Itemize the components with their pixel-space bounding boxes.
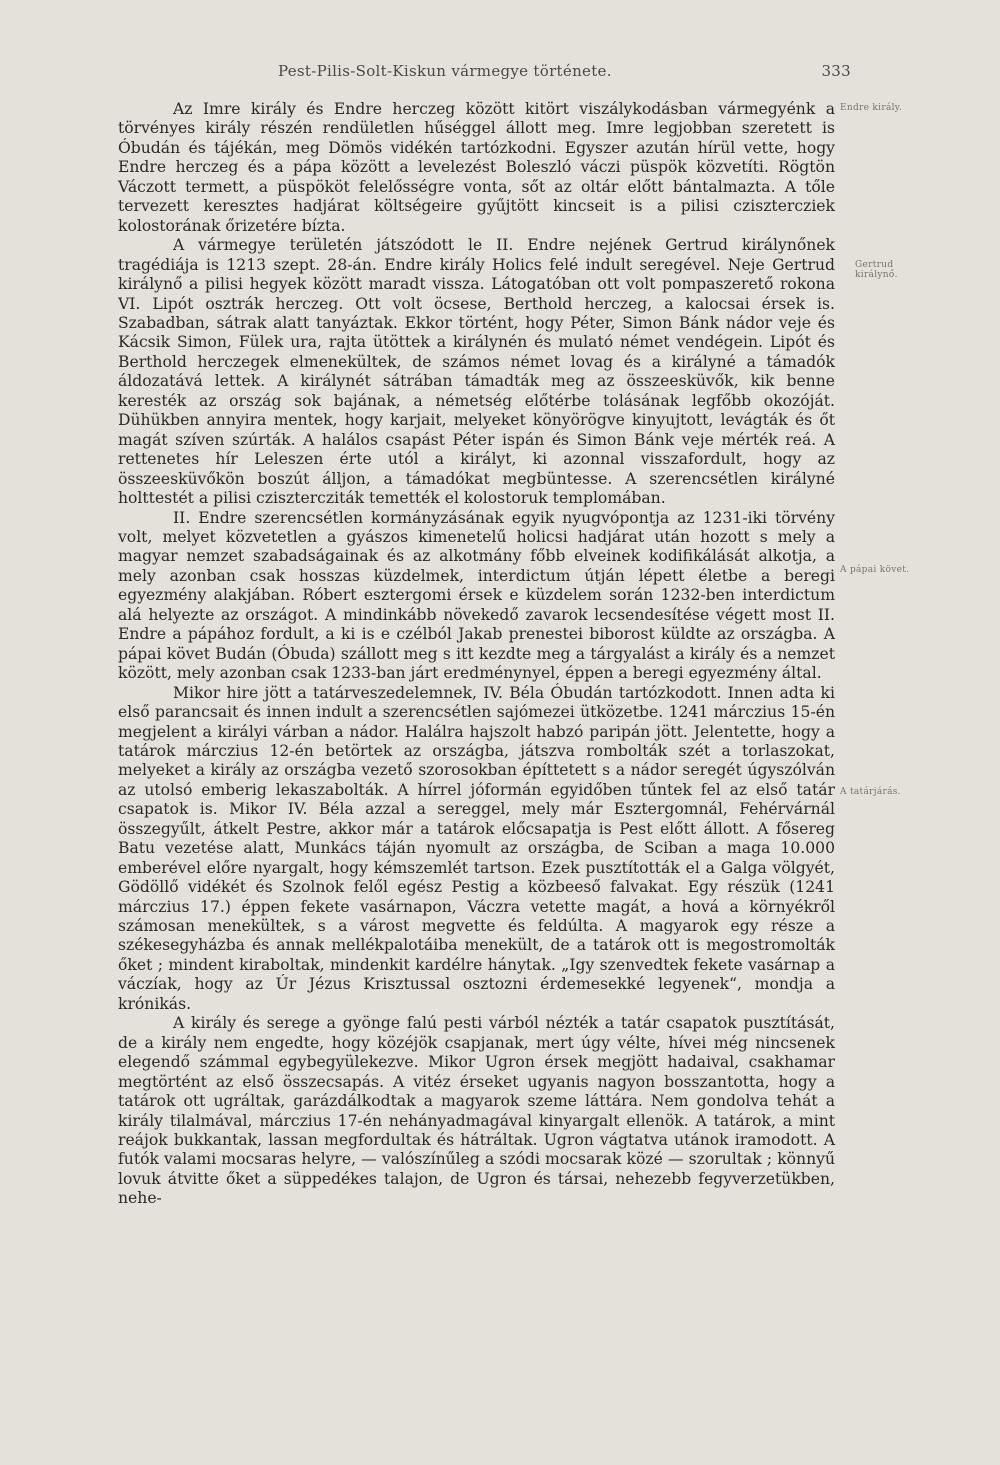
paragraph: Mikor hire jött a tatárveszedelemnek, IV. Béla Óbudán tartózkodott. Innen adta ki első parancsait és innen indult a szerencsétlen sajómezei ütközetbe. 1241 márczius 15-én megjelent a királyi várban a nádor. Halálra hajszolt habzó paripán jött. Jelentette, hogy a tatárok márczius 12-én betörtek az országba, játszva rombolták szét a torlaszokat, melyeket a király az országba vezető szorosokban építtetett s a nádor seregét úgyszólván az utolsó emberig lekaszabolták. A hírrel jóformán egyidőben tűntek fel az első tatár csapatok is. Mikor IV. Béla azzal a sereggel, mely már Esztergomnál, Fehérvárnál összegyűlt, átkelt Pestre, akkor már a tatárok előcsapatja is Pest előtt állott. A fősereg Batu vezetése alatt, Munkács táján nyomult az országba, de Sciban a maga 10.000 emberével előre nyargalt, hogy kémszemlét tartson. Ezek pusztították el a Galga völgyét, Gödöllő vidékét és Szolnok felől egész Pestig a közbeeső falvakat. Egy részük (1241 márczius 17.) éppen fekete vasárnapon, Váczra vetette magát, a hová a környékről számosan menekültek, s a várost megvette és feldúlta. A magyarok egy része a székesegyházba és annak mellékpalotáiba menekült, de a tatárok ott is megostromolták őket ; mindent kiraboltak, mindenkit kardélre hánytak. „Igy szenvedtek fekete vasárnap a váczíak, hogy az Úr Jézus Krisztussal osztozni érdemesekké legyenek“, mondja a krónikás. xyxy=(118,683,835,1013)
marginal-note: A tatárjárás. xyxy=(840,787,901,797)
page-header xyxy=(118,62,851,86)
body-text xyxy=(118,100,835,1209)
marginal-note: Gertrud királynő. xyxy=(855,260,898,280)
running-title: Pest-Pilis-Solt-Kiskun vármegye története. xyxy=(278,62,612,80)
paragraph: II. Endre szerencsétlen kormányzásának egyik nyugvópontja az 1231-iki törvény volt, melyet közvetetlen a gyászos kimenetelű holicsi hadjárat után hozott s mely a magyar nemzet szabadságainak és az alkotmány főbb elveinek kodifikálását alkotja, a mely azonban csak hosszas küzdelmek, interdictum útján lépett életbe a beregi egyezmény alakjában. Róbert esztergomi érsek e küzdelem során 1232-ben interdictum alá helyezte az országot. A mindinkább növekedő zavarok lecsendesítése végett most II. Endre a pápához fordult, a ki is e czélból Jakab prenestei biborost küldte az országba. A pápai követ Budán (Óbuda) szállott meg s itt kezdte meg a tárgyalást a király és a nemzet között, mely azonban csak 1233-ban járt eredménynyel, éppen a beregi egyezmény által. xyxy=(118,508,835,683)
paragraph: A király és serege a gyönge falú pesti várból nézték a tatár csapatok pusztítását, de a király nem engedte, hogy közéjök csapjanak, mert úgy vélte, hívei még nincsenek elegendő számmal egybegyülekezve. Mikor Ugron érsek megjött hadaival, csakhamar megtörtént az első összecsapás. A vitéz érseket ugyanis nagyon bosszantotta, hogy a tatárok ott ugráltak, garázdálkodtak a magyarok szeme láttára. Nem gondolva tehát a király tilalmával, márczius 17-én nehányadmagával kinyargalt ellenök. A tatárok, a mint reájok bukkantak, lassan megfordultak és hátráltak. Ugron vágtatva utánok iramodott. A futók valami mocsaras helyre, — valószínűleg a szódi mocsarak közé — szorultak ; könnyű lovuk átvitte őket a süppedékes talajon, de Ugron és társai, nehezebb fegyverzetükben, nehe- xyxy=(118,1014,835,1208)
marginal-note: A pápai követ. xyxy=(840,565,910,575)
paragraph: A vármegye területén játszódott le II. Endre nejének Gertrud királynőnek tragédiája is 1213 szept. 28-án. Endre király Holics felé indult seregével. Neje Gertrud királynő a pilisi hegyek között maradt vissza. Látogatóban ott volt pompaszerető rokona VI. Lipót osztrák herczeg. Ott volt öcsese, Berthold herczeg, a kalocsai érsek is. Szabadban, sátrak alatt tanyáztak. Ekkor történt, hogy Péter, Simon Bánk nádor veje és Kácsik Simon, Fülek ura, rajta ütöttek a királynén és mulató német vendégein. Lipót és Berthold herczegek elmenekültek, de számos német lovag és a királyné a támadók áldozatává lettek. A királynét sátrában támadták meg az összeesküvők, kik benne keresték az ország sok bajának, a németség előtérbe tolásának legfőbb okozóját. Dühükben annyira mentek, hogy karjait, melyeket könyörögve kinyujtott, levágták és őt magát szíven szúrták. A halálos csapást Péter ispán és Simon Bánk veje mérték reá. A rettenetes hír Leleszen érte utól a királyt, ki azonnal visszafordult, hogy az összeesküvőkön boszút álljon, a támadókat megbüntesse. A szerencsétlen királyné holttestét a pilisi czisztercziták temették el kolostoruk templomában. xyxy=(118,236,835,508)
paragraph: Az Imre király és Endre herczeg között kitört viszálykodásban vármegyénk a törvényes király részén rendületlen hűséggel állott meg. Imre legjobban szeretett is Óbudán és tájékán, meg Dömös vidékén tartózkodni. Egyszer azután hírül vette, hogy Endre herczeg és a pápa között a levelezést Boleszló váczi püspök közvetíti. Rögtön Váczott termett, a püspököt felelősségre vonta, sőt az oltár előtt bántalmazta. A tőle tervezett keresztes hadjárat költségeire gyűjtött kincseit is a pilisi czisztercziek kolostorának őrizetére bízta. xyxy=(118,100,835,235)
marginal-note: Endre király. xyxy=(840,103,903,113)
page-number: 333 xyxy=(821,62,851,80)
